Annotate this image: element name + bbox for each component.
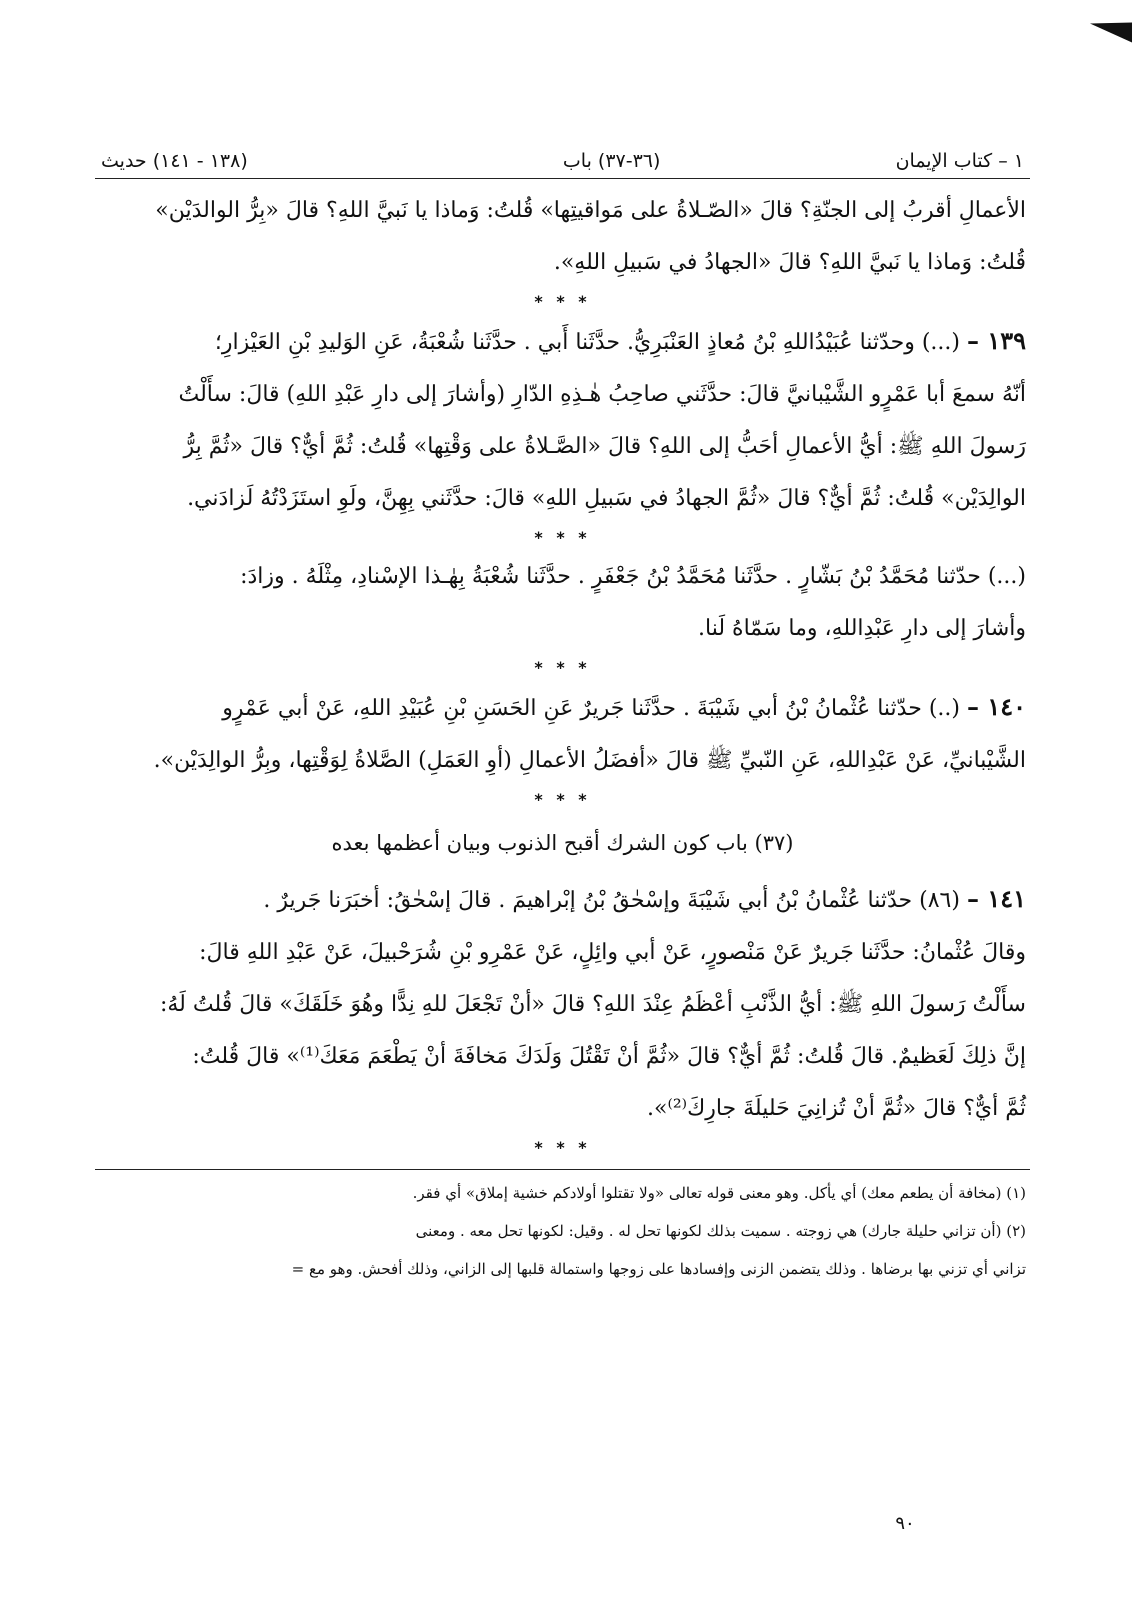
line-text: سأَلْتُ رَسولَ اللهِ ﷺ: أيُّ الذَّنْبِ أعْظَمُ عِنْدَ اللهِ؟ قالَ «أنْ تَجْعَلَ للهِ نِدًّا وهُوَ خَلَقَكَ» قالَ قُلتُ لَهُ: [159, 992, 1026, 1017]
section-separator: * * * [534, 292, 591, 311]
header-book-title: ١ – كتاب الإيمان [895, 150, 1024, 172]
footnote-line: (٢) (أن تزاني حليلة جارك) هي زوجته . سميت بذلك لكونها تحل له . وقيل: لكونها تحل معه . ومعنى [415, 1222, 1026, 1240]
text-line [95, 421, 1030, 473]
text-line [95, 873, 1030, 927]
line-text: ثُمَّ أيٌّ؟ قالَ «ثُمَّ أنْ تُزانِيَ حَليلَةَ جارِكَ⁽²⁾». [646, 1096, 1026, 1121]
text-line [95, 369, 1030, 421]
footnote-line: (١) (مخافة أن يطعم معك) أي يأكل. وهو معنى قوله تعالى «ولا تقتلوا أولادكم خشية إملاق» أي فقر. [412, 1184, 1026, 1202]
line-text: (..) حدّثنا عُثْمانُ بْنُ أبي شَيْبَةَ . حدَّثَنا جَريرٌ عَنِ الحَسَنِ بْنِ عُبَيْدِ اللهِ، عَنْ أبي عَمْرٍو [222, 696, 960, 721]
line-text: وقالَ عُثْمانُ: حدَّثَنا جَريرٌ عَنْ مَنْصورٍ، عَنْ أبي وائِلٍ، عَنْ عَمْرِو بْنِ شُرَحْبيلَ، عَنْ عَبْدِ اللهِ قالَ: [199, 940, 1026, 965]
text-line [95, 315, 1030, 369]
text-line [95, 979, 1030, 1031]
page-corner-mark [1090, 14, 1132, 43]
line-text: وأشارَ إلى دارِ عَبْدِاللهِ، وما سَمّاهُ لَنا. [698, 616, 1026, 641]
text-line [95, 237, 1030, 289]
section-separator: * * * [534, 658, 591, 677]
chapter-heading: (٣٧) باب كون الشرك أقبح الذنوب وبيان أعظمها بعده [331, 831, 794, 855]
text-line [95, 1031, 1030, 1083]
page-number: ٩٠ [895, 1513, 915, 1534]
line-text: (٨٦) حدّثنا عُثْمانُ بْنُ أبي شَيْبَةَ وإسْحٰقُ بْنُ إبْراهيمَ . قالَ إسْحٰقُ: أخبَرَنا جَريرٌ . [263, 888, 960, 913]
line-text: الأعمالِ أقربُ إلى الجنّةِ؟ قالَ «الصّـلاةُ على مَواقيتِها» قُلتُ: وَماذا يا نَبيَّ اللهِ؟ قالَ «بِرُّ الوالدَيْن» [155, 198, 1026, 223]
section-separator: * * * [534, 790, 591, 809]
line-text: قُلتُ: وَماذا يا نَبيَّ اللهِ؟ قالَ «الجهادُ في سَبيلِ اللهِ». [553, 250, 1026, 275]
line-text: أنّهُ سمعَ أبا عَمْرٍو الشَّيْبانيَّ قالَ: حدَّثَني صاحِبُ هٰـذِهِ الدّارِ (وأشارَ إلى دارِ عَبْدِ اللهِ) قالَ: سأَلْتُ [178, 382, 1026, 407]
body-content [95, 185, 1030, 1161]
running-header [95, 150, 1030, 179]
footnote-line: تزاني أي تزني بها برضاها . وذلك يتضمن الزنى وإفسادها على زوجها واستمالة قلبها إلى الزاني، وذلك أفحش. وهو مع = [291, 1260, 1026, 1278]
header-hadith-range: (١٣٨ - ١٤١) حديث [101, 150, 248, 172]
line-text: الوالِدَيْن» قُلتُ: ثُمَّ أيٌّ؟ قالَ «ثُمَّ الجهادُ في سَبيلِ اللهِ» قالَ: حدَّثَني بِهِنَّ، ولَوِ استَزَدْتُهُ لَزادَني. [187, 486, 1026, 511]
text-line [95, 735, 1030, 787]
line-text: الشَّيْبانيِّ، عَنْ عَبْدِاللهِ، عَنِ النّبيِّ ﷺ قالَ «أفضَلُ الأعمالِ (أوِ العَمَلِ) الصَّلاةُ لِوَقْتِها، وبِرُّ الوالِدَيْن». [153, 748, 1026, 773]
document-page [95, 150, 1030, 1288]
section-separator: * * * [534, 1138, 591, 1157]
footnotes [95, 1169, 1030, 1288]
section-separator: * * * [534, 528, 591, 547]
hadith-number: ١٤٠ – [966, 692, 1026, 721]
text-line [95, 185, 1030, 237]
line-text: رَسولَ اللهِ ﷺ: أيُّ الأعمالِ أحَبُّ إلى اللهِ؟ قالَ «الصَّـلاةُ على وَقْتِها» قُلتُ: ثُمَّ أيٌّ؟ قالَ «ثُمَّ بِرُّ [183, 434, 1026, 459]
text-line [95, 551, 1030, 603]
text-line [95, 927, 1030, 979]
line-text: (...) حدّثنا مُحَمَّدُ بْنُ بَشّارٍ . حدَّثَنا مُحَمَّدُ بْنُ جَعْفَرٍ . حدَّثَنا شُعْبَةُ بِهٰـذا الإسْنادِ، مِثْلَهُ . وزادَ: [240, 564, 1026, 589]
text-line [95, 603, 1030, 655]
text-line [95, 473, 1030, 525]
text-line [95, 1083, 1030, 1135]
hadith-number: ١٤١ – [966, 884, 1026, 913]
text-line [95, 681, 1030, 735]
line-text: (...) وحدّثنا عُبَيْدُاللهِ بْنُ مُعاذٍ العَنْبَرِيُّ. حدَّثَنا أَبي . حدَّثَنا شُعْبَةُ، عَنِ الوَليدِ بْنِ العَيْزارِ؛ [214, 330, 960, 355]
line-text: إنَّ ذلِكَ لَعَظيمٌ. قالَ قُلتُ: ثُمَّ أيٌّ؟ قالَ «ثُمَّ أنْ تَقْتُلَ وَلَدَكَ مَخافَةَ أنْ يَطْعَمَ مَعَكَ⁽¹⁾» قالَ قُلتُ: [192, 1044, 1026, 1069]
header-chapter-range: (٣٦-٣٧) باب [562, 150, 661, 172]
hadith-number: ١٣٩ – [966, 326, 1026, 355]
